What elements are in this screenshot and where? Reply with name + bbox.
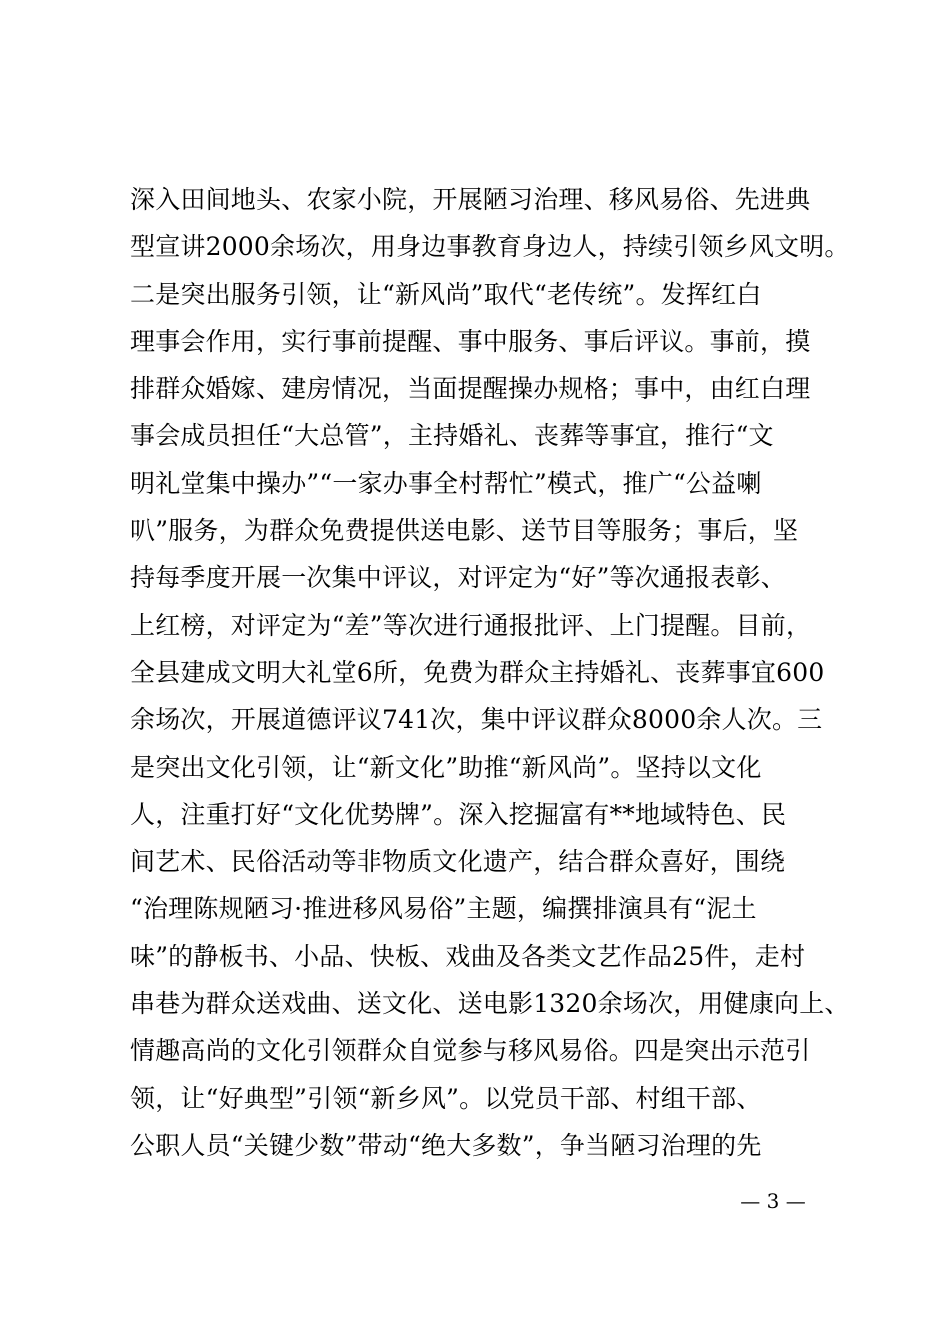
text-line-20: 领，让“好典型”引领“新乡风”。以党员干部、村组干部、	[130, 1083, 762, 1113]
text-line-11: 全县建成文明大礼堂6所，免费为群众主持婚礼、丧葬事宜600	[130, 657, 825, 687]
text-line-12: 余场次，开展道德评议741次，集中评议群众8000余人次。三	[130, 705, 823, 735]
text-line-19: 情趣高尚的文化引领群众自觉参与移风易俗。四是突出示范引	[130, 1036, 811, 1066]
page-number: — 3 —	[740, 1189, 806, 1213]
text-line-14: 人，注重打好“文化优势牌”。深入挖掘富有**地域特色、民	[130, 799, 787, 829]
text-line-8: 叭”服务，为群众免费提供送电影、送节目等服务；事后，坚	[130, 516, 799, 546]
body-text	[130, 176, 850, 1169]
text-line-15: 间艺术、民俗活动等非物质文化遗产，结合群众喜好，围绕	[130, 847, 786, 877]
text-line-6: 事会成员担任“大总管”，主持婚礼、丧葬等事宜，推行“文	[130, 421, 774, 451]
text-line-5: 排群众婚嫁、建房情况，当面提醒操办规格；事中，由红白理	[130, 374, 811, 404]
text-line-1: 深入田间地头、农家小院，开展陋习治理、移风易俗、先进典	[130, 185, 811, 214]
text-line-2: 型宣讲2000余场次，用身边事教育身边人，持续引领乡风文明。	[130, 232, 850, 262]
text-line-3: 二是突出服务引领，让“新风尚”取代“老传统”。发挥红白	[130, 279, 762, 309]
text-line-21: 公职人员“关键少数”带动“绝大多数”，争当陋习治理的先	[130, 1130, 762, 1160]
text-line-4: 理事会作用，实行事前提醒、事中服务、事后评议。事前，摸	[130, 326, 811, 356]
text-line-10: 上红榜，对评定为“差”等次进行通报批评、上门提醒。目前，	[130, 610, 812, 640]
text-line-16: “治理陈规陋习·推进移风易俗”主题，编撰排演具有“泥土	[130, 894, 757, 924]
text-line-17: 味”的静板书、小品、快板、戏曲及各类文艺作品25件，走村	[130, 941, 806, 971]
text-line-18: 串巷为群众送戏曲、送文化、送电影1320余场次，用健康向上、	[130, 989, 850, 1019]
text-line-7: 明礼堂集中操办”“一家办事全村帮忙”模式，推广“公益喇	[130, 468, 762, 498]
text-line-13: 是突出文化引领，让“新文化”助推“新风尚”。坚持以文化	[130, 752, 762, 782]
text-line-9: 持每季度开展一次集中评议，对评定为“好”等次通报表彰、	[130, 563, 786, 593]
